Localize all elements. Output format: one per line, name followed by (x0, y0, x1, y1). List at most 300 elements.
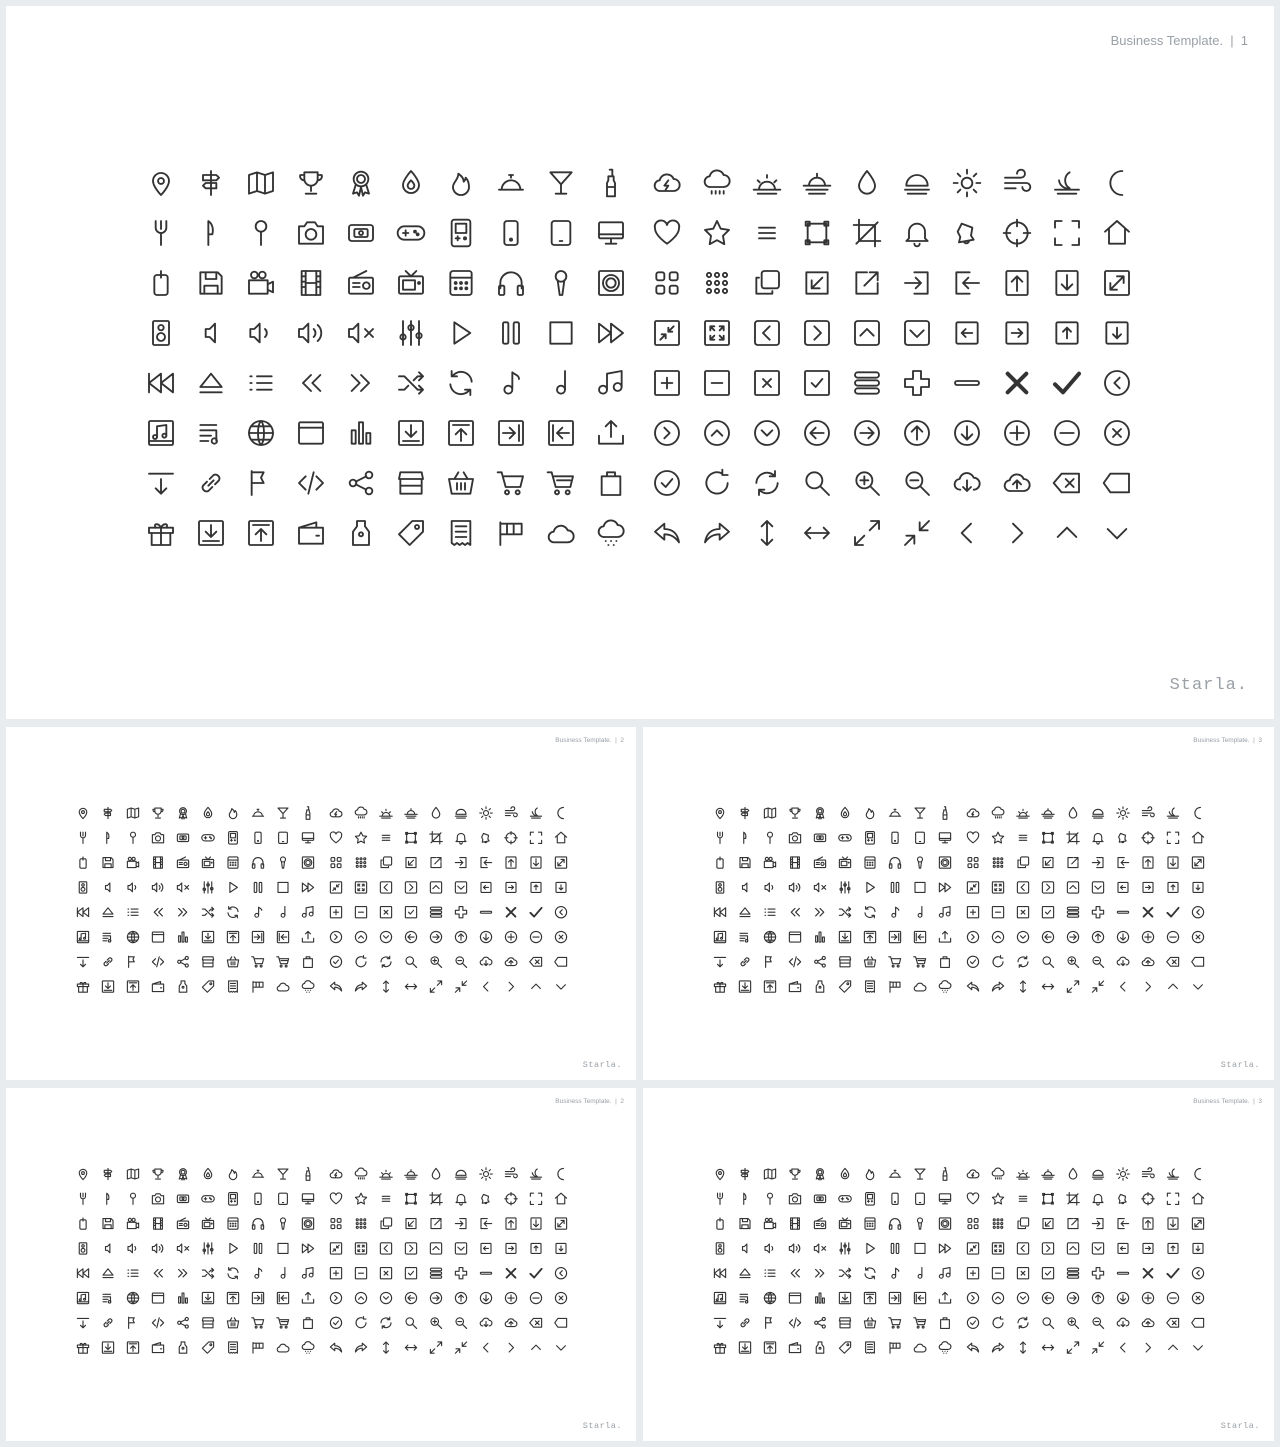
calculator-icon (865, 1218, 875, 1229)
list-icon (765, 909, 775, 915)
rotate-icon (706, 470, 727, 494)
crop-icon (1067, 1193, 1080, 1206)
minus-icon (480, 911, 491, 913)
mouse-icon (80, 1218, 86, 1229)
expand-all-box-icon (992, 1243, 1003, 1254)
chevron-left-circle-icon (1192, 907, 1203, 918)
cloud-download-icon (1117, 1318, 1129, 1326)
cloud-download-icon (955, 473, 980, 491)
bell-ring-icon (482, 1194, 490, 1203)
share-icon (815, 956, 826, 967)
minus-box-icon (705, 371, 729, 395)
vertical-arrows-icon (384, 981, 389, 992)
cloud-upload-icon (505, 958, 517, 966)
download-tray-icon (202, 931, 213, 942)
music-album-icon (714, 931, 725, 942)
fire-icon (866, 1170, 874, 1180)
arrow-down-bar-icon (77, 1318, 88, 1327)
arrow-left-box-icon (481, 882, 491, 892)
volume-low-icon (128, 883, 136, 892)
headphones-icon (889, 1219, 900, 1230)
calculator-icon (450, 271, 471, 295)
page-number: 3 (1258, 1098, 1262, 1105)
speaker-box-icon (79, 1243, 87, 1254)
forward-icon (992, 1343, 1003, 1352)
grid-nine-icon (356, 858, 366, 868)
moon-horizon-icon (1167, 808, 1178, 818)
food-cloche-icon (499, 175, 523, 190)
chevron-right-icon (1146, 982, 1150, 991)
receipt-icon (229, 981, 238, 992)
gift-icon (77, 982, 88, 992)
floppy-disk-icon (200, 272, 221, 293)
pause-icon (254, 882, 262, 892)
location-pin-icon (79, 808, 87, 818)
grid-four-icon (656, 272, 677, 293)
cloud-lightning-icon (967, 809, 979, 817)
arrow-up-right-box-icon (431, 1219, 441, 1229)
globe-icon (764, 931, 775, 942)
chevron-up-box-icon (1067, 1243, 1078, 1254)
fast-forward-icon (939, 883, 950, 892)
page-number: 2 (620, 737, 624, 744)
cart-full-icon (548, 472, 573, 494)
link-icon (203, 475, 220, 492)
upload-square-icon (127, 981, 138, 992)
arrow-left-circle-icon (1042, 1292, 1053, 1303)
search-icon (406, 957, 417, 968)
arrow-into-right-icon (499, 421, 523, 445)
plus-box-icon (330, 907, 341, 918)
expand-all-box-icon (705, 321, 729, 345)
moon-icon (1195, 1168, 1201, 1179)
expand-arrows-icon (430, 1342, 441, 1353)
eject-icon (103, 1269, 113, 1278)
upload-tray-icon (864, 1292, 875, 1303)
sun-icon (1117, 1168, 1130, 1181)
compress-arrows-icon (455, 1342, 466, 1353)
volume-off-icon (743, 883, 747, 892)
chevron-left-icon (484, 1343, 488, 1352)
sunrise-icon (754, 175, 781, 194)
monitor-icon (939, 833, 950, 843)
slide-thumbnail-2[interactable] (6, 727, 636, 1080)
cloud-icon (277, 983, 289, 991)
shuffle-icon (839, 1268, 850, 1278)
price-tag-icon (816, 1342, 824, 1353)
compress-arrows-icon (905, 521, 929, 545)
code-icon (299, 472, 323, 493)
sunset-icon (804, 174, 831, 194)
chevron-down-circle-icon (1017, 1292, 1028, 1303)
fire-icon (866, 809, 874, 819)
chevron-left-circle-icon (1192, 1268, 1203, 1279)
grid-four-icon (968, 858, 978, 868)
gameboy-icon (866, 1193, 875, 1206)
speaker-icon (939, 1218, 950, 1229)
download-box-icon (1168, 1218, 1178, 1229)
reply-icon (655, 524, 679, 543)
music-album-icon (149, 421, 173, 445)
forward-icon (705, 524, 729, 543)
grid-nine-icon (993, 1219, 1003, 1229)
tv-icon (399, 271, 423, 294)
crop-frame-icon (1043, 1193, 1054, 1204)
chevron-left-circle-icon (555, 907, 566, 918)
chevron-up-circle-icon (992, 931, 1003, 942)
chevron-right-circle-icon (967, 1292, 978, 1303)
knife-icon (208, 221, 213, 245)
phone-icon (504, 221, 517, 245)
cloud-icon (549, 526, 574, 543)
plus-circle-icon (505, 931, 516, 942)
menu-icon (1019, 1196, 1027, 1201)
floppy-disk-icon (103, 1219, 113, 1229)
icon-grid-svg (643, 727, 1274, 1080)
header-title: Business Template. (555, 737, 612, 744)
shop-icon (839, 957, 850, 967)
sun-horizon-icon (1092, 1170, 1103, 1179)
moon-icon (558, 1168, 564, 1179)
basket-icon (449, 472, 473, 493)
minus-icon (955, 381, 979, 385)
mute-icon (349, 324, 373, 343)
arrow-right-circle-icon (855, 421, 879, 445)
chevron-right-circle-icon (655, 421, 679, 445)
fast-forward-icon (302, 1244, 313, 1253)
playlist-icon (103, 933, 111, 942)
music-notes-icon (939, 1268, 950, 1279)
zoom-out-icon (1093, 1318, 1104, 1329)
slide-thumbnail-3[interactable] (643, 727, 1274, 1080)
heart-icon (967, 1193, 978, 1204)
minus-box-icon (992, 907, 1003, 918)
icon-grid-svg (643, 1088, 1274, 1441)
arrow-into-right-icon (252, 1292, 263, 1303)
bottle-icon (306, 807, 310, 820)
code-icon (789, 957, 800, 967)
plus-icon (1092, 907, 1103, 918)
sun-horizon-icon (455, 809, 466, 818)
crop-icon (430, 832, 443, 845)
cloud-upload-icon (1142, 1319, 1154, 1327)
eject-icon (103, 908, 113, 917)
cloud-download-icon (1117, 957, 1129, 965)
star-icon (705, 221, 729, 244)
header-title: Business Template. (1193, 737, 1250, 744)
arrow-left-box-icon (1118, 1243, 1128, 1253)
plus-icon (455, 907, 466, 918)
zoom-out-icon (456, 1318, 467, 1329)
chevron-up-circle-icon (355, 1292, 366, 1303)
menu-icon (382, 1196, 390, 1201)
minus-circle-icon (1055, 421, 1079, 445)
chevron-down-icon (1194, 985, 1203, 989)
knife-icon (107, 1193, 109, 1204)
monitor-icon (939, 1194, 950, 1204)
camera-icon (789, 1194, 800, 1204)
compress-box-icon (967, 1243, 978, 1254)
home-icon (1192, 1193, 1203, 1204)
download-tray-icon (202, 1292, 213, 1303)
sunrise-icon (380, 809, 393, 818)
trophy-icon (790, 808, 800, 818)
arrow-up-circle-icon (455, 931, 466, 942)
header-separator: | (615, 737, 617, 744)
link-icon (104, 958, 112, 966)
pause-icon (503, 322, 519, 343)
flag-icon (129, 956, 135, 967)
pause-icon (891, 1243, 899, 1253)
sunset-icon (1042, 1170, 1055, 1179)
volume-high-icon (152, 883, 162, 892)
download-square-icon (199, 521, 223, 545)
mute-icon (814, 883, 825, 892)
checkmark-icon (1055, 374, 1079, 393)
crop-frame-icon (806, 222, 829, 245)
header-separator: | (1253, 1098, 1255, 1105)
minus-icon (480, 1272, 491, 1274)
chevron-left-icon (1121, 982, 1125, 991)
gamepad-icon (398, 226, 425, 239)
gameboy-icon (229, 832, 238, 845)
globe-icon (249, 421, 273, 445)
water-drop-icon (403, 171, 419, 193)
music-notes-icon (302, 1268, 313, 1279)
crosshair-icon (505, 1193, 518, 1206)
award-ribbon-icon (179, 808, 187, 819)
search-icon (806, 472, 829, 495)
download-box-icon (531, 857, 541, 868)
icon-grid (643, 1088, 1274, 1441)
camera-compact-icon (177, 834, 188, 842)
play-icon (230, 1243, 238, 1253)
sign-out-icon (481, 858, 492, 868)
drop-icon (432, 807, 440, 818)
speaker-box-icon (716, 882, 724, 893)
crop-frame-icon (406, 1193, 417, 1204)
price-tag-icon (816, 981, 824, 992)
arrow-down-circle-icon (480, 1292, 491, 1303)
upload-square-icon (764, 981, 775, 992)
forward-icon (355, 982, 366, 991)
grid-four-icon (331, 1219, 341, 1229)
floppy-disk-icon (740, 858, 750, 868)
gift-icon (714, 982, 725, 992)
expand-arrows-icon (1067, 1342, 1078, 1353)
bell-ring-icon (958, 224, 974, 244)
stop-icon (278, 882, 288, 892)
arrow-right-box-icon (1143, 1243, 1153, 1253)
film-icon (791, 857, 800, 868)
header-separator: | (1230, 33, 1234, 48)
browser-window-icon (299, 422, 323, 443)
cloud-lightning-icon (330, 809, 342, 817)
slide-thumbnail-4[interactable] (6, 1088, 636, 1441)
chevron-down-circle-icon (380, 1292, 391, 1303)
double-chevron-right-icon (816, 1269, 824, 1277)
crop-frame-icon (406, 832, 417, 843)
check-box-icon (1042, 1268, 1053, 1279)
rewind-icon (714, 908, 725, 917)
arrow-down-box-icon (1193, 1243, 1203, 1253)
windsock-icon (890, 1343, 900, 1354)
fast-forward-icon (302, 883, 313, 892)
crop-icon (1067, 832, 1080, 845)
stop-icon (550, 322, 571, 343)
windsock-icon (500, 522, 521, 545)
download-tray-icon (839, 931, 850, 942)
receipt-icon (866, 981, 875, 992)
sync-icon (756, 471, 777, 495)
camera-compact-icon (814, 834, 825, 842)
water-drop-icon (841, 1168, 849, 1178)
stop-icon (278, 1243, 288, 1253)
reply-icon (330, 982, 341, 991)
double-chevron-left-icon (154, 908, 162, 916)
shuffle-icon (202, 1268, 213, 1278)
basket-icon (227, 957, 238, 967)
chevron-right-circle-icon (330, 1292, 341, 1303)
price-tag-icon (179, 981, 187, 992)
cloud-snow-icon (599, 520, 624, 545)
phone-icon (255, 832, 261, 843)
close-circle-icon (1192, 931, 1203, 942)
bar-chart-icon (816, 932, 825, 942)
calculator-icon (865, 857, 875, 868)
search-icon (406, 1318, 417, 1329)
playlist-icon (103, 1294, 111, 1303)
chevron-left-box-icon (380, 1243, 391, 1254)
headphones-icon (252, 1219, 263, 1230)
globe-icon (127, 931, 138, 942)
bell-icon (1093, 833, 1103, 844)
chevron-up-circle-icon (992, 1292, 1003, 1303)
cocktail-glass-icon (278, 1169, 288, 1179)
share-upload-icon (302, 1292, 313, 1303)
shop-icon (202, 1318, 213, 1328)
chevron-right-box-icon (405, 882, 416, 893)
wind-icon (505, 807, 517, 817)
compress-arrows-icon (455, 981, 466, 992)
award-ribbon-icon (179, 1169, 187, 1180)
double-chevron-right-icon (179, 908, 187, 916)
rotate-icon (356, 956, 366, 967)
fire-icon (229, 809, 237, 819)
brand-logo: Starla. (1220, 1060, 1260, 1070)
rotate-icon (993, 956, 1003, 967)
sync-icon (381, 1317, 391, 1328)
moon-icon (558, 807, 564, 818)
expand-box-icon (1192, 1218, 1203, 1229)
basket-icon (227, 1318, 238, 1328)
tag-shape-icon (555, 957, 567, 966)
compress-arrows-icon (1092, 981, 1103, 992)
knife-icon (744, 1193, 746, 1204)
shop-icon (399, 472, 423, 493)
volume-off-icon (206, 324, 215, 343)
zoom-in-icon (856, 472, 879, 495)
arrow-up-circle-icon (1092, 1292, 1103, 1303)
arrow-into-right-icon (252, 931, 263, 942)
gamepad-icon (839, 1196, 852, 1202)
minus-circle-icon (530, 931, 541, 942)
expand-box-icon (555, 857, 566, 868)
check-circle-icon (330, 1317, 341, 1328)
star-icon (355, 832, 366, 843)
arrow-down-left-box-icon (1043, 1219, 1053, 1229)
fork-icon (718, 1193, 723, 1204)
tag-icon (202, 1342, 213, 1353)
fire-icon (453, 174, 469, 195)
x-icon (1144, 1269, 1153, 1278)
arrow-down-box-icon (556, 882, 566, 892)
code-icon (152, 1318, 163, 1328)
basket-icon (864, 1318, 875, 1328)
cloud-rain-icon (992, 1168, 1004, 1179)
tablet-icon (916, 1193, 925, 1204)
chevron-down-box-icon (905, 321, 929, 345)
equalizer-icon (203, 882, 213, 893)
zoom-out-icon (1093, 957, 1104, 968)
close-box-icon (380, 1268, 391, 1279)
cloud-download-icon (480, 957, 492, 965)
reply-icon (967, 982, 978, 991)
tv-icon (202, 857, 213, 868)
download-box-icon (1056, 271, 1077, 295)
shuffle-icon (202, 907, 213, 917)
drop-icon (859, 171, 875, 194)
food-cloche-icon (252, 809, 263, 816)
film-icon (791, 1218, 800, 1229)
zoom-out-icon (906, 472, 929, 495)
slide-thumbnail-5[interactable] (643, 1088, 1274, 1441)
minus-icon (1117, 1272, 1128, 1274)
play-icon (867, 1243, 875, 1253)
microphone-icon (918, 857, 923, 868)
share-icon (178, 1317, 189, 1328)
minus-circle-icon (1167, 931, 1178, 942)
mouse-icon (717, 1218, 723, 1229)
icon-grid (6, 1088, 636, 1441)
menu-icon (1019, 835, 1027, 840)
radio-icon (349, 271, 373, 294)
shopping-bag-icon (941, 957, 950, 968)
download-tray-icon (839, 1292, 850, 1303)
x-icon (1144, 908, 1153, 917)
camera-compact-icon (349, 225, 373, 241)
arrow-up-right-box-icon (856, 272, 877, 293)
flag-icon (252, 471, 264, 495)
music-notes-icon (599, 371, 622, 394)
vertical-arrows-icon (1021, 981, 1026, 992)
expand-all-box-icon (355, 882, 366, 893)
tag-icon (839, 981, 850, 992)
browser-window-icon (152, 1293, 163, 1303)
cloud-icon (914, 983, 926, 991)
cart-icon (889, 957, 901, 967)
volume-off-icon (106, 883, 110, 892)
gameboy-icon (866, 832, 875, 845)
grid-nine-icon (707, 273, 727, 293)
double-chevron-left-icon (791, 1269, 799, 1277)
pin-icon (768, 832, 773, 843)
download-square-icon (102, 981, 113, 992)
moon-icon (1195, 807, 1201, 818)
chevron-left-icon (484, 982, 488, 991)
arrow-up-right-box-icon (431, 858, 441, 868)
rotate-icon (993, 1317, 1003, 1328)
